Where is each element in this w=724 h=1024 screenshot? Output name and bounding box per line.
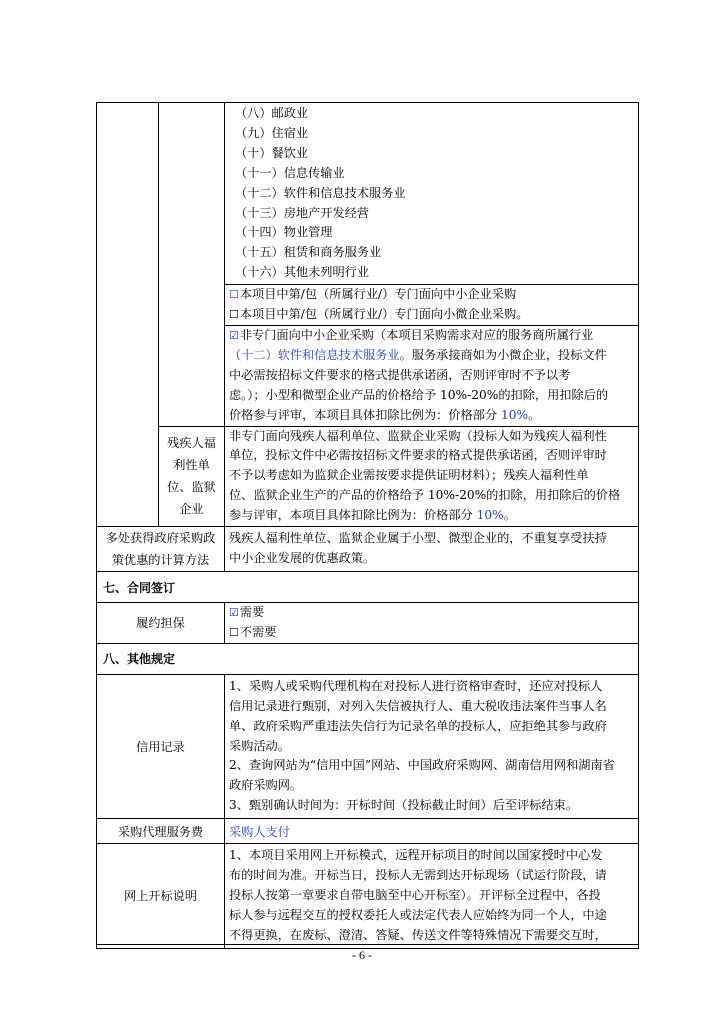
non-dedicated-line: 虑。）；小型和微型企业产品的价格给予 10%-20%的扣除，用扣除后的 — [229, 387, 609, 402]
section-title: 七、合同签订 — [97, 572, 639, 603]
agency-fee-label: 采购代理服务费 — [97, 819, 225, 844]
checkbox-unchecked-icon[interactable]: ☐ — [229, 308, 239, 322]
agency-fee-row — [97, 819, 639, 844]
industry-item: （十三）房地产开发经营 — [235, 205, 370, 220]
multi-policy-text: 残疾人福利性单位、监狱企业属于小型、微型企业的，不重复享受扶持 中小企业发展的优惠政策。 — [225, 527, 639, 572]
checkbox-checked-icon[interactable]: ☑ — [229, 606, 239, 620]
online-bid-row — [97, 844, 639, 949]
industry-highlight: （十二）软件和信息技术服务业 — [229, 347, 400, 362]
non-dedicated-line: 中必需按招标文件要求的格式提供承诺函，否则评审时不予以考 — [229, 367, 571, 382]
option-needed[interactable]: ☑需要 — [229, 605, 265, 620]
industry-row — [97, 103, 639, 285]
online-bid-text: 1、本项目采用网上开标模式，远程开标项目的时间以国家授时中心发 布的时间为准。开标当日，投标人无需到达开标现场（试运行阶段，请 投标人按第一章要求自带电脑至中心开标室）。开评标全过程中，各投 标人参与远程交互的授权委托人或法定代表人应始终为同一个人，中途 不得更换，在废标、澄清、答疑、传送文件等特殊情况下需要交互时， — [225, 844, 639, 949]
non-dedicated-text: ☑非专门面向中小企业采购（本项目采购需求对应的服务商所属行业 （十二）软件和信息技术服务业。服务承接商如为小微企业，投标文件 中必需按招标文件要求的格式提供承诺函，否则评审时不予以考 虑。）；小型和微型企业产品的价格给予 10%-20%的扣除，用扣除后的 价格参与评审，本项目具体扣除比例为：价格部分 10%。 — [225, 325, 639, 426]
checkbox-checked-icon[interactable]: ☑ — [229, 328, 239, 342]
industry-list — [225, 103, 639, 285]
section-7-row — [97, 572, 639, 603]
multi-policy-row — [97, 527, 639, 572]
checkbox-unchecked-icon[interactable]: ☐ — [229, 625, 239, 639]
agency-fee-value: 采购人支付 — [225, 819, 639, 844]
industry-item: （八）邮政业 — [235, 106, 309, 120]
multi-policy-label: 多处获得政府采购政 策优惠的计算方法 — [97, 527, 225, 572]
checkbox-unchecked-icon[interactable]: ☐ — [229, 288, 239, 302]
dedicated-option-sme[interactable] — [229, 285, 634, 305]
performance-options — [225, 603, 639, 644]
industry-item: （十）餐饮业 — [235, 145, 309, 160]
industry-item: （九）住宿业 — [235, 125, 309, 140]
deduction-rate: 10% — [476, 508, 504, 523]
procurement-table — [96, 102, 639, 949]
industry-item: （十四）物业管理 — [235, 225, 333, 240]
industry-item: （十六）其他未列明行业 — [235, 265, 370, 280]
page-number: - 6 - — [352, 948, 372, 962]
dedicated-option-micro[interactable] — [229, 305, 634, 325]
industry-item: （十一）信息传输业 — [235, 165, 345, 180]
middle-blank-cell — [159, 103, 225, 427]
industry-item: （十二）软件和信息技术服务业 — [235, 185, 406, 200]
credit-row — [97, 674, 639, 818]
performance-label: 履约担保 — [97, 603, 225, 644]
credit-label: 信用记录 — [97, 674, 225, 818]
dedicated-options — [225, 285, 639, 326]
dedicated-option-label: 本项目中第/包（所属行业/）专门面向小微企业采购。 — [239, 307, 529, 322]
dedicated-option-label: 本项目中第/包（所属行业/）专门面向中小企业采购 — [239, 287, 517, 302]
section-title: 八、其他规定 — [97, 643, 639, 674]
section-8-row — [97, 643, 639, 674]
footer-rule — [96, 944, 638, 945]
non-dedicated-line: 非专门面向中小企业采购（本项目采购需求对应的服务商所属行业 — [239, 327, 594, 342]
industry-item: （十五）租赁和商务服务业 — [235, 245, 382, 260]
disabled-text: 非专门面向残疾人福利单位、监狱企业采购（投标人如为残疾人福利性 单位，投标文件中必需按招标文件要求的格式提供承诺函，否则评审时 不予以考虑如为监狱企业需按要求提供证明材料）；残疾人福利性单 位、监狱企业生产的产品的价格给予 10%-20%的扣除，用扣除后的价格 参与评审，本项目具体扣除比例为：价格部分 10%。 — [225, 426, 639, 527]
online-bid-label: 网上开标说明 — [97, 844, 225, 949]
deduction-rate: 10% — [501, 407, 529, 422]
performance-row — [97, 603, 639, 644]
left-blank-cell — [97, 103, 159, 527]
credit-text: 1、采购人或采购代理机构在对投标人进行资格审查时，还应对投标人 信用记录进行甄别，对列入失信被执行人、重大税收违法案件当事人名 单、政府采购严重违法失信行为记录名单的投标人，应拒绝其参与政府 采购活动。 2、查询网站为“信用中国”网站、中国政府采购网、湖南信用网和湖南省 政府采购网。 3、甄别确认时间为：开标时间（投标截止时间）后至评标结束。 — [225, 674, 639, 818]
disabled-label: 残疾人福 利性单 位、监狱 企业 — [159, 426, 225, 527]
disabled-row — [97, 426, 639, 527]
option-not-needed[interactable]: ☐不需要 — [229, 624, 277, 639]
